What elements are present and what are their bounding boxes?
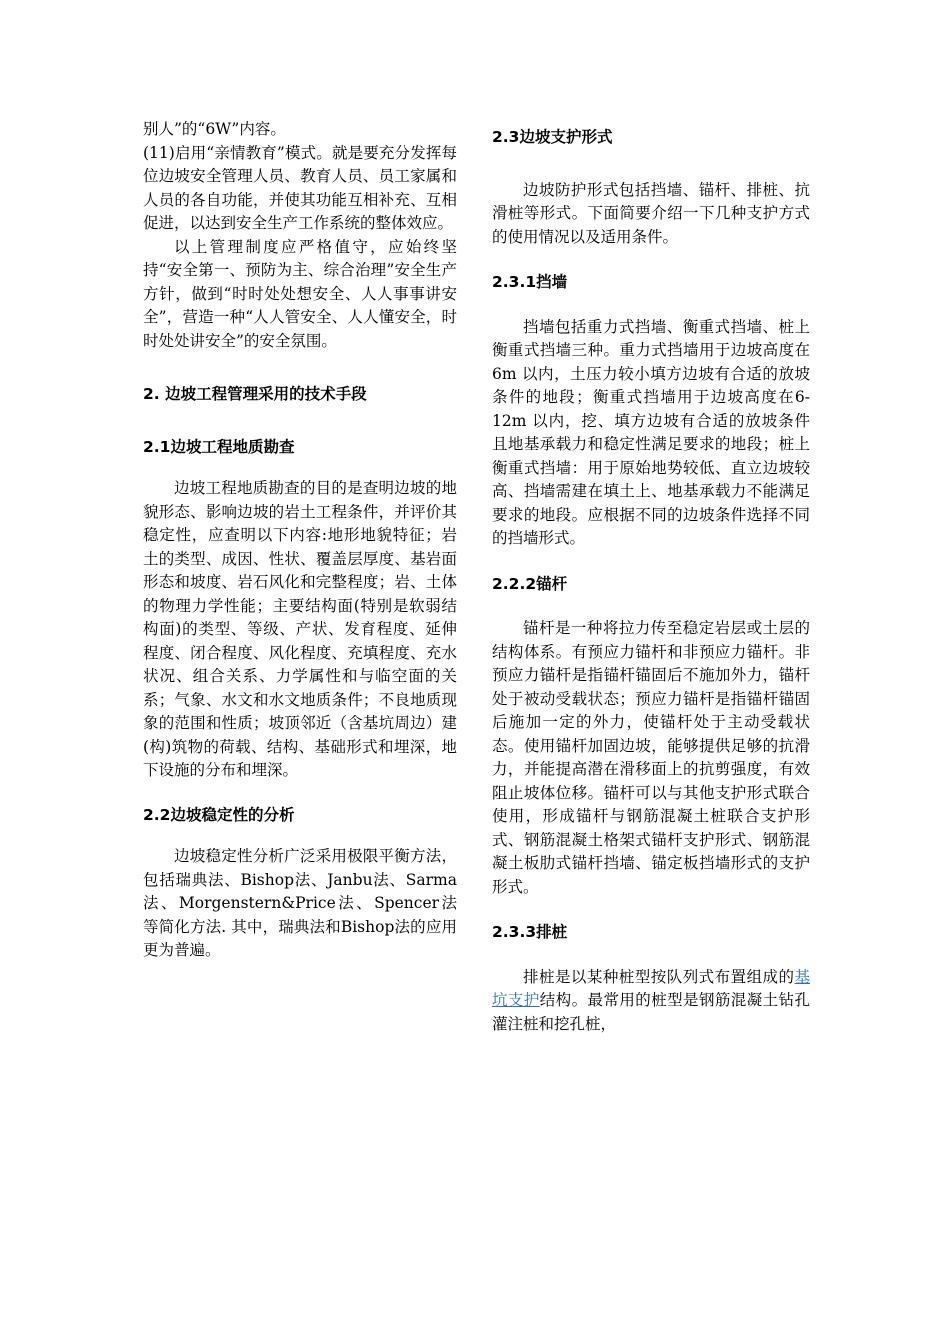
heading-2-2: 2.2边坡稳定性的分析	[143, 805, 295, 824]
paragraph-2-3-3-text-after: 结构。最常用的桩型是钢筋混凝土钻孔灌注桩和挖孔桩，	[492, 991, 810, 1033]
paragraph-summary: 以上管理制度应严格值守，应始终坚持“安全第一、预防为主、综合治理”安全生产方针，做到“时时处处想安全、人人事事讲安全”，营造一种“人人管安全、人人懂安全，时时处处讲安全”的安全氛围。	[143, 237, 457, 350]
link-foundation-pit-support[interactable]: 基坑支护	[492, 967, 810, 1009]
paragraph-2-3-3	[492, 966, 810, 1037]
paragraph-2-3: 边坡防护形式包括挡墙、锚杆、排桩、抗滑桩等形式。下面简要介绍一下几种支护方式的使用情况以及适用条件。	[492, 180, 810, 246]
heading-2-2-2: 2.2.2锚杆	[492, 574, 568, 593]
heading-section-2: 2. 边坡工程管理采用的技术手段	[143, 385, 367, 403]
heading-2-3: 2.3边坡支护形式	[492, 128, 613, 146]
paragraph-continued: 别人”的“6W”内容。	[143, 120, 286, 138]
left-column	[143, 118, 457, 963]
heading-2-3-3: 2.3.3排桩	[492, 923, 568, 941]
paragraph-2-3-1: 挡墙包括重力式挡墙、衡重式挡墙、桩上衡重式挡墙三种。重力式挡墙用于边坡高度在6m 以内，土压力较小填方边坡有合适的放坡条件的地段；衡重式挡墙用于边坡高度在6-12m 以内，挖、填方边坡有合适的放坡条件且地基承载力和稳定性满足要求的地段；桩上衡重式挡墙：用于原始地势较低、直立边坡较高、挡墙需建在填土上、地基承载力不能满足要求的地段。应根据不同的边坡条件选择不同的挡墙形式。	[492, 317, 810, 547]
heading-2-1: 2.1边坡工程地质勘查	[143, 437, 295, 456]
paragraph-2-2-2: 锚杆是一种将拉力传至稳定岩层或土层的结构体系。有预应力锚杆和非预应力锚杆。非预应力锚杆是指锚杆锚固后不施加外力，锚杆处于被动受载状态；预应力锚杆是指锚杆锚固后施加一定的外力，使锚杆处于主动受载状态。使用锚杆加固边坡，能够提供足够的抗滑力，并能提高潜在滑移面上的抗剪强度，有效阻止坡体位移。锚杆可以与其他支护形式联合使用，形成锚杆与钢筋混凝土桩联合支护形式、钢筋混凝土格架式锚杆支护形式、钢筋混凝土板肋式锚杆挡墙、锚定板挡墙形式的支护形式。	[492, 619, 810, 896]
paragraph-2-2: 边坡稳定性分析广泛采用极限平衡方法，包括瑞典法、Bishop法、Janbu法、Sarma法、Morgenstern&Price法、Spencer法等简化方法. 其中，瑞典法和Bishop法的应用更为普遍。	[143, 847, 457, 959]
paragraph-2-3-3-text-before: 排桩是以某种桩型按队列式布置组成的	[523, 967, 795, 986]
paragraph-item-11: (11)启用“亲情教育”模式。就是要充分发挥每位边坡安全管理人员、教育人员、员工家属和人员的各自功能，并使其功能互相补充、互相促进，以达到安全生产工作系统的整体效应。	[143, 143, 457, 232]
paragraph-2-1: 边坡工程地质勘查的目的是查明边坡的地貌形态、影响边坡的岩土工程条件，并评价其稳定性，应查明以下内容:地形地貌特征；岩土的类型、成因、性状、覆盖层厚度、基岩面形态和坡度、岩石风化和完整程度；岩、土体的物理力学性能；主要结构面(特别是软弱结构面)的类型、等级、产状、发育程度、延伸程度、闭合程度、风化程度、充填程度、充水状况、组合关系、力学属性和与临空面的关系；气象、水文和水文地质条件；不良地质现象的范围和性质；坡顶邻近（含基坑周边）建(构)筑物的荷载、结构、基础形式和埋深，地下设施的分布和埋深。	[143, 479, 457, 779]
right-column	[492, 118, 810, 1036]
heading-2-3-1: 2.3.1挡墙	[492, 273, 568, 291]
